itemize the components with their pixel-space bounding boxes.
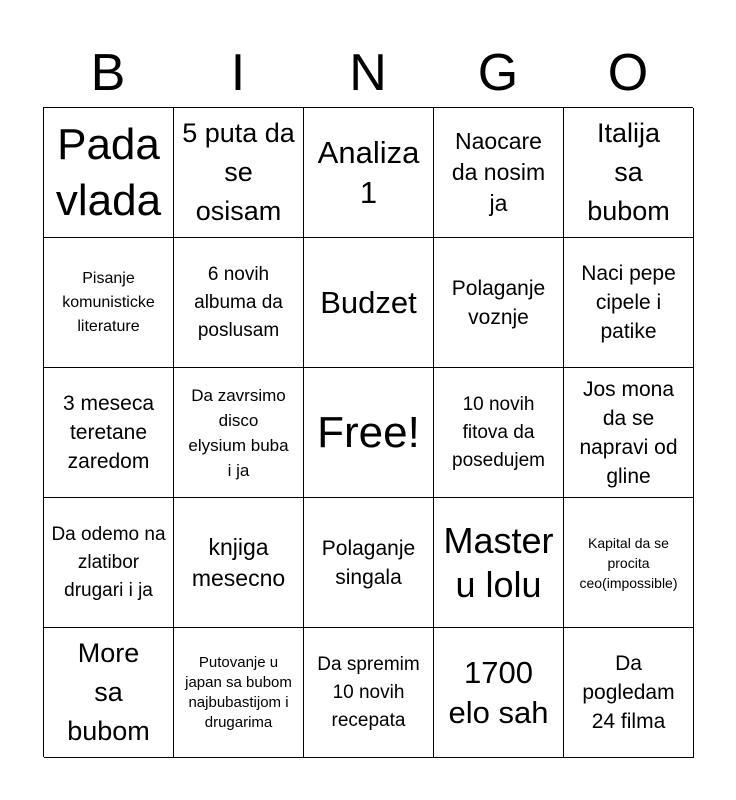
header-letter-b: B <box>90 44 126 102</box>
header-letter-n: N <box>349 44 387 102</box>
bingo-cell[interactable] <box>174 498 304 628</box>
cell-text: Analiza 1 <box>317 134 420 210</box>
bingo-cell[interactable] <box>434 628 564 758</box>
bingo-cell[interactable] <box>304 628 434 758</box>
bingo-cell[interactable] <box>44 238 174 368</box>
cell-text: Italija sa bubom <box>587 118 670 226</box>
bingo-cell[interactable] <box>174 108 304 238</box>
bingo-cell[interactable] <box>304 238 434 368</box>
cell-text: Da zavrsimo disco elysium buba i ja <box>188 385 289 480</box>
cell-text: Da spremim 10 novih recepata <box>317 653 420 731</box>
cell-text: Kapital da se procita ceo(impossible) <box>579 534 678 591</box>
bingo-cell[interactable] <box>434 108 564 238</box>
cell-text: Pada vlada <box>55 119 162 225</box>
cell-text: Naocare da nosim ja <box>451 128 546 216</box>
header-letter-g: G <box>477 44 519 102</box>
cell-text: Jos mona da se napravi od gline <box>579 377 678 488</box>
cell-text: Polaganje voznje <box>451 276 546 329</box>
bingo-cell[interactable] <box>174 238 304 368</box>
bingo-cell[interactable] <box>304 368 434 498</box>
bingo-cell[interactable] <box>44 498 174 628</box>
bingo-cell[interactable] <box>564 108 694 238</box>
header-letter-o: O <box>607 44 649 102</box>
bingo-cell[interactable] <box>174 368 304 498</box>
cell-text: 10 novih fitova da posedujem <box>452 393 545 471</box>
cell-text: Da pogledam 24 filma <box>582 652 675 733</box>
bingo-cell[interactable] <box>434 368 564 498</box>
bingo-card-grid <box>43 107 693 757</box>
bingo-cell[interactable] <box>564 628 694 758</box>
header-letter-i: I <box>230 44 246 102</box>
bingo-cell[interactable] <box>564 368 694 498</box>
bingo-cell[interactable] <box>564 498 694 628</box>
cell-text: 1700 elo sah <box>448 654 549 730</box>
bingo-header <box>43 38 693 108</box>
cell-text: Budzet <box>320 284 417 320</box>
cell-text: Polaganje singala <box>321 536 416 589</box>
cell-text: Pisanje komunisticke literature <box>62 269 155 335</box>
cell-text: 5 puta da se osisam <box>182 118 295 226</box>
bingo-cell[interactable] <box>304 498 434 628</box>
cell-text: Free! <box>317 407 420 457</box>
bingo-cell[interactable] <box>564 238 694 368</box>
cell-text: 6 novih albuma da poslusam <box>194 263 283 341</box>
cell-text: 3 meseca teretane zaredom <box>62 392 155 473</box>
bingo-cell[interactable] <box>304 108 434 238</box>
cell-text: Da odemo na zlatibor drugari i ja <box>51 523 166 601</box>
cell-text: More sa bubom <box>67 638 150 746</box>
bingo-cell[interactable] <box>174 628 304 758</box>
cell-text: Master u lolu <box>443 519 554 605</box>
bingo-cell[interactable] <box>44 368 174 498</box>
cell-text: Naci pepe cipele i patike <box>581 262 676 343</box>
bingo-cell[interactable] <box>434 498 564 628</box>
bingo-cell[interactable] <box>44 108 174 238</box>
cell-text: knjiga mesecno <box>191 533 286 591</box>
bingo-cell[interactable] <box>44 628 174 758</box>
bingo-cell[interactable] <box>434 238 564 368</box>
cell-text: Putovanje u japan sa bubom najbubastijom i drugarima <box>185 653 292 731</box>
